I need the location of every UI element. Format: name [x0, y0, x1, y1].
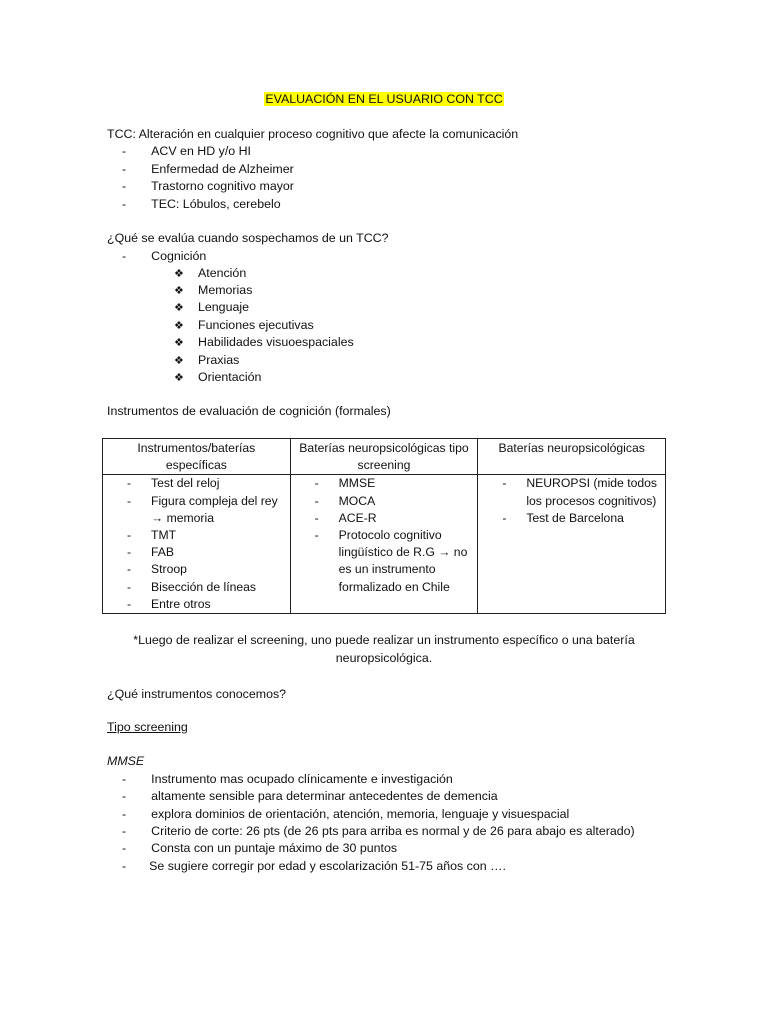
- dash: -: [122, 249, 127, 263]
- dash: -: [127, 528, 132, 543]
- diamond-bullet-icon: ❖: [174, 320, 184, 332]
- dash: -: [122, 144, 127, 158]
- dash: -: [314, 476, 319, 491]
- dash: -: [314, 493, 319, 508]
- table-header-row: [103, 439, 666, 475]
- list-item: [295, 510, 474, 527]
- screening-heading: Tipo screening: [107, 720, 188, 734]
- mmse-item: [122, 806, 569, 823]
- cognition-subitem: [174, 282, 252, 300]
- dash: -: [127, 476, 132, 491]
- diamond-bullet-icon: ❖: [174, 285, 184, 297]
- subitem-label: Lenguaje: [198, 300, 249, 314]
- list-item-label: NEUROPSI (mide todos los procesos cognitivos): [526, 476, 658, 508]
- mmse-label: MMSE: [107, 754, 145, 768]
- list-item: [482, 510, 661, 527]
- page-title: EVALUACIÓN EN EL USUARIO CON TCC: [265, 92, 503, 106]
- dash: -: [314, 528, 319, 543]
- tcc-item: [122, 196, 281, 213]
- cognition-subitem: [174, 369, 261, 387]
- subitem-label: Memorias: [198, 283, 253, 297]
- subitem-label: Praxias: [198, 353, 240, 367]
- diamond-bullet-icon: ❖: [174, 372, 184, 384]
- question-1: ¿Qué se evalúa cuando sospechamos de un TCC?: [107, 231, 389, 245]
- mmse-item: [122, 840, 397, 857]
- list-item: [107, 579, 286, 596]
- subitem-label: Habilidades visuoespaciales: [198, 335, 354, 349]
- list-item-label: Entre otros: [151, 596, 211, 611]
- list-item-label: Test del reloj: [151, 476, 220, 491]
- mmse-item: [122, 771, 453, 788]
- tcc-item-label: TEC: Lóbulos, cerebelo: [151, 197, 281, 211]
- list-item-label: MMSE: [338, 476, 376, 491]
- table-header: Baterías neuropsicológicas: [478, 439, 666, 475]
- list-item: [295, 493, 474, 510]
- table-header: Baterías neuropsicológicas tipo screening: [290, 439, 478, 475]
- list-item: [482, 475, 661, 509]
- dash: -: [502, 476, 507, 491]
- list-item-label: Protocolo cognitivo lingüístico de R.G → no es un instrumento formalizado en Chile: [338, 528, 468, 594]
- list-item-label: Figura compleja del rey → memoria: [151, 493, 278, 525]
- mmse-item-label: altamente sensible para determinar antecedentes de demencia: [151, 789, 498, 803]
- subitem-label: Funciones ejecutivas: [198, 318, 314, 332]
- diamond-bullet-icon: ❖: [174, 337, 184, 349]
- table-header: Instrumentos/baterías específicas: [103, 439, 291, 475]
- tcc-item: [122, 161, 294, 178]
- mmse-item-label: Se sugiere corregir por edad y escolarización 51-75 años con ….: [149, 859, 506, 873]
- dash: -: [127, 545, 132, 560]
- dash: -: [502, 510, 507, 525]
- dash: -: [314, 510, 319, 525]
- list-item: [107, 493, 286, 527]
- mmse-item: [122, 788, 498, 805]
- dash: -: [127, 579, 132, 594]
- dash: -: [122, 859, 127, 873]
- dash: -: [127, 562, 132, 577]
- table-cell-specific: [103, 475, 291, 614]
- dash: -: [122, 824, 127, 838]
- cognition-subitem: [174, 265, 246, 283]
- list-item-label: ACE-R: [338, 510, 377, 525]
- list-item: [107, 561, 286, 578]
- dash: -: [122, 807, 127, 821]
- title-wrap: [0, 92, 768, 106]
- instruments-heading: Instrumentos de evaluación de cognición (formales): [107, 404, 391, 418]
- tcc-item: [122, 143, 251, 160]
- dash: -: [122, 162, 127, 176]
- screening-note: *Luego de realizar el screening, uno puede realizar un instrumento específico o una batería neuropsicológica.: [133, 633, 635, 665]
- subitem-label: Orientación: [198, 370, 262, 384]
- dash: -: [122, 772, 127, 786]
- list-item: [295, 475, 474, 492]
- list-item-label: Test de Barcelona: [526, 510, 624, 525]
- tcc-item-label: Trastorno cognitivo mayor: [151, 179, 294, 193]
- subitem-label: Atención: [198, 266, 247, 280]
- mmse-item-label: Instrumento mas ocupado clínicamente e investigación: [151, 772, 453, 786]
- mmse-item: [122, 858, 506, 875]
- mmse-item-label: explora dominios de orientación, atención, memoria, lenguaje y visuespacial: [151, 807, 570, 821]
- cognition-label: Cognición: [151, 249, 207, 263]
- dash: -: [122, 841, 127, 855]
- dash: -: [122, 789, 127, 803]
- list-item-label: Stroop: [151, 562, 187, 577]
- table-cell-neuro: [478, 475, 666, 614]
- dash: -: [122, 179, 127, 193]
- cognition-subitem: [174, 334, 354, 352]
- list-item-label: Bisección de líneas: [151, 579, 257, 594]
- tcc-definition: TCC: Alteración en cualquier proceso cognitivo que afecte la comunicación: [107, 127, 519, 141]
- list-item-label: FAB: [151, 545, 175, 560]
- diamond-bullet-icon: ❖: [174, 355, 184, 367]
- diamond-bullet-icon: ❖: [174, 302, 184, 314]
- cognition-subitem: [174, 352, 239, 370]
- list-item: [107, 527, 286, 544]
- list-item: [107, 596, 286, 613]
- cognition-subitem: [174, 317, 314, 335]
- cognition-item: [122, 248, 206, 265]
- mmse-item-label: Consta con un puntaje máximo de 30 puntos: [151, 841, 398, 855]
- question-2: ¿Qué instrumentos conocemos?: [107, 687, 287, 701]
- dash: -: [127, 493, 132, 508]
- cognition-subitem: [174, 299, 249, 317]
- tcc-item-label: ACV en HD y/o HI: [151, 144, 251, 158]
- list-item-label: MOCA: [338, 493, 376, 508]
- table-row: [103, 475, 666, 614]
- table-cell-screening: [290, 475, 478, 614]
- list-item: [107, 475, 286, 492]
- dash: -: [122, 197, 127, 211]
- diamond-bullet-icon: ❖: [174, 268, 184, 280]
- tcc-item-label: Enfermedad de Alzheimer: [151, 162, 294, 176]
- mmse-item-label: Criterio de corte: 26 pts (de 26 pts para arriba es normal y de 26 para abajo es alterado): [151, 824, 635, 838]
- tcc-item: [122, 178, 294, 195]
- list-item: [295, 527, 474, 596]
- list-item-label: TMT: [151, 528, 177, 543]
- instruments-table: [102, 438, 666, 614]
- mmse-item: [122, 823, 635, 840]
- list-item: [107, 544, 286, 561]
- dash: -: [127, 596, 132, 611]
